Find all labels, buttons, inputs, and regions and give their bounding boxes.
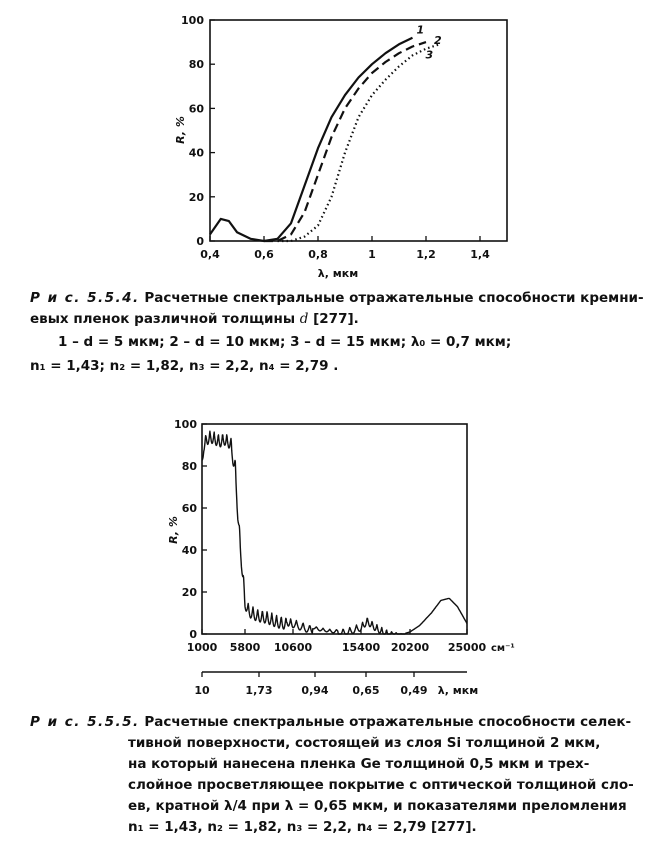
x-axis-label: λ, мкм <box>317 267 359 280</box>
figure-label: Р и с. 5.5.5. <box>30 714 140 730</box>
figure-5-5-4-caption <box>30 288 644 309</box>
x-tick-label: 20200 <box>390 641 430 654</box>
y-tick-label: 20 <box>181 586 197 599</box>
series-label-3: 3 <box>425 48 434 62</box>
figure-5-5-5-caption-line <box>128 796 627 817</box>
figure-5-5-4-chart <box>0 0 660 280</box>
series-line-2 <box>264 42 426 241</box>
figure-5-5-5-caption-line <box>128 775 634 796</box>
y-tick-label: 20 <box>188 190 204 204</box>
y-axis-label: R, % <box>167 516 180 544</box>
caption-text: на который нанесена пленка Ge толщиной 0,5 мкм и трех- <box>128 756 590 772</box>
figure-5-5-4-caption-line2 <box>30 309 359 330</box>
figure-5-5-5-caption <box>30 712 631 733</box>
x-tick-label: 1 <box>368 248 376 261</box>
x-tick-label: 1,4 <box>470 248 490 261</box>
caption-reference: [277]. <box>308 311 359 327</box>
x-tick-label: 25000 <box>447 641 487 654</box>
figure-5-5-4-legend-line2 <box>30 356 338 377</box>
legend-text: 1 – d = 5 мкм; 2 – d = 10 мкм; 3 – d = 15 мкм; λ₀ = 0,7 мкм; <box>58 334 512 350</box>
secondary-x-tick-label: 0,49 <box>400 684 428 697</box>
secondary-axis-label: λ, мкм <box>437 684 479 697</box>
secondary-x-tick-label: 10 <box>194 684 210 697</box>
y-tick-label: 100 <box>181 14 204 27</box>
figure-5-5-5-caption-line <box>128 754 589 775</box>
figure-5-5-5-chart <box>0 400 660 710</box>
caption-text: Расчетные спектральные отражательные способности кремни- <box>139 290 644 306</box>
secondary-x-tick-label: 0,94 <box>301 684 329 697</box>
figure-label: Р и с. 5.5.4. <box>30 290 140 306</box>
y-tick-label: 60 <box>188 102 204 116</box>
y-tick-label: 0 <box>189 628 197 641</box>
y-tick-label: 0 <box>196 235 204 248</box>
series-label-1: 1 <box>416 23 425 37</box>
figure-5-5-5-caption-line <box>128 817 477 838</box>
plot-frame <box>202 424 467 634</box>
x-tick-label: 0,4 <box>200 248 220 261</box>
y-tick-label: 40 <box>181 544 197 557</box>
y-tick-label: 40 <box>188 146 204 160</box>
caption-text: евых пленок различной толщины <box>30 311 300 327</box>
y-tick-label: 100 <box>174 418 197 431</box>
x-tick-label: 1,2 <box>416 248 436 261</box>
secondary-x-tick-label: 0,65 <box>352 684 380 697</box>
x-tick-label: 0,8 <box>308 248 328 261</box>
x-axis-unit: см⁻¹ <box>491 643 515 654</box>
caption-text: Расчетные спектральные отражательные способности селек- <box>139 714 632 730</box>
figure-5-5-4-legend-line1 <box>58 332 511 353</box>
x-tick-label: 5800 <box>229 641 261 654</box>
reflectance-curve <box>202 431 467 634</box>
x-tick-label: 10600 <box>273 641 313 654</box>
x-tick-label: 15400 <box>341 641 381 654</box>
y-tick-label: 60 <box>181 502 197 515</box>
x-tick-label: 0,6 <box>254 248 274 261</box>
legend-text: n₁ = 1,43; n₂ = 1,82, n₃ = 2,2, n₄ = 2,79 . <box>30 358 339 374</box>
series-label-2: 2 <box>434 34 442 48</box>
y-axis-label: R, % <box>174 116 187 144</box>
caption-variable: d <box>299 311 309 327</box>
plot-frame <box>210 20 507 241</box>
caption-text: ев, кратной λ/4 при λ = 0,65 мкм, и показателями преломления <box>128 798 627 814</box>
caption-text: слойное просветляющее покрытие с оптической толщиной сло- <box>128 777 634 793</box>
x-tick-label: 1000 <box>186 641 218 654</box>
caption-text: n₁ = 1,43, n₂ = 1,82, n₃ = 2,2, n₄ = 2,79 [277]. <box>128 819 477 835</box>
figure-5-5-5-caption-line <box>128 733 600 754</box>
series-line-1 <box>210 38 413 241</box>
y-tick-label: 80 <box>181 460 197 473</box>
secondary-x-tick-label: 1,73 <box>245 684 273 697</box>
y-tick-label: 80 <box>188 58 204 72</box>
series-line-3 <box>278 44 440 241</box>
caption-text: тивной поверхности, состоящей из слоя Si толщиной 2 мкм, <box>128 735 601 751</box>
